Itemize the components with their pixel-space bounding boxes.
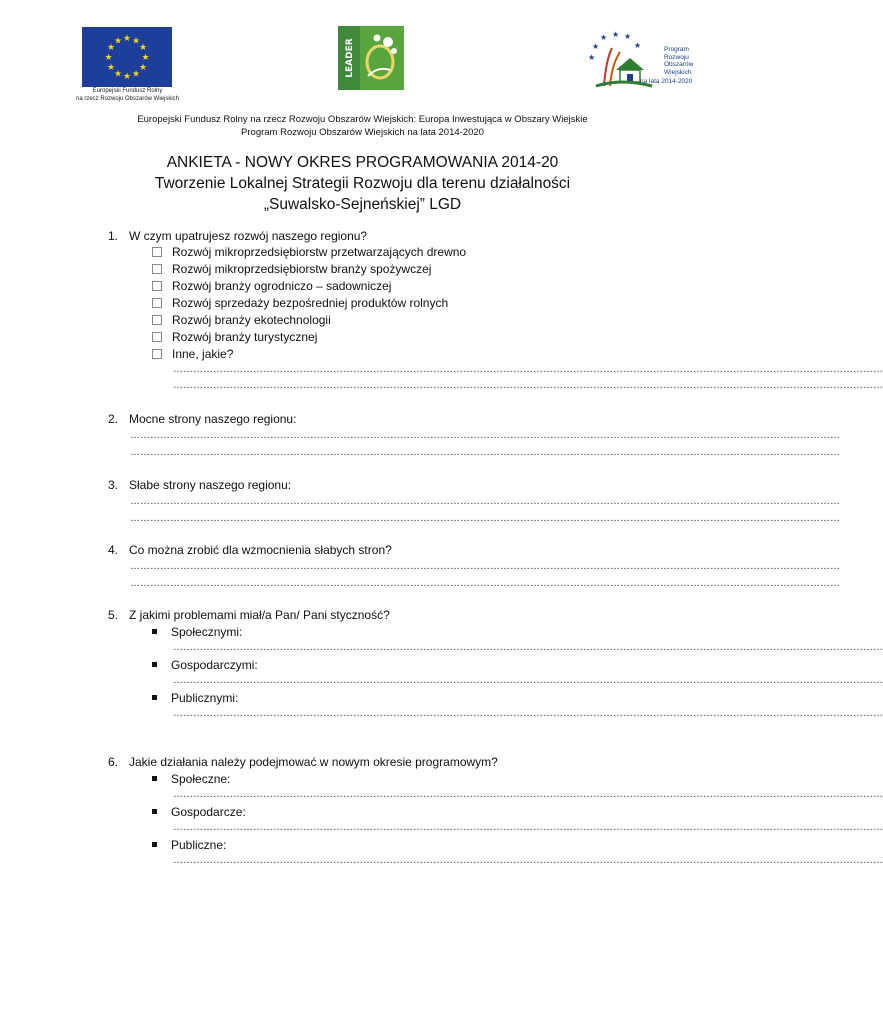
option-checkbox[interactable] bbox=[152, 245, 466, 259]
prow-line-3: Obszarów bbox=[664, 61, 694, 68]
sub-item-label: Publicznymi: bbox=[171, 691, 239, 705]
bullet-icon bbox=[152, 776, 157, 781]
option-label: Rozwój branży ekotechnologii bbox=[172, 313, 331, 327]
answer-line[interactable]: …………………………………………………………………………………………………………………………………………………………………………………………… bbox=[173, 675, 883, 686]
title-line-3: „Suwalsko-Sejneńskiej” LGD bbox=[263, 196, 462, 213]
svg-text:★: ★ bbox=[624, 32, 632, 41]
svg-text:★: ★ bbox=[588, 53, 596, 62]
svg-text:★: ★ bbox=[113, 69, 123, 80]
option-label: Rozwój branży turystycznej bbox=[172, 330, 318, 344]
sub-item bbox=[152, 691, 238, 705]
svg-text:★: ★ bbox=[113, 36, 123, 47]
question-6-number: 6. bbox=[108, 755, 119, 769]
answer-line[interactable]: …………………………………………………………………………………………………………………………………………………………………………………………… bbox=[173, 822, 883, 833]
answer-line[interactable]: …………………………………………………………………………………………………………………………………………………………………………………………… bbox=[130, 513, 840, 524]
bullet-icon bbox=[152, 695, 157, 700]
answer-line[interactable]: …………………………………………………………………………………………………………………………………………………………………………………………… bbox=[173, 642, 883, 653]
question-4-number: 4. bbox=[108, 543, 119, 557]
checkbox-icon[interactable] bbox=[152, 349, 162, 359]
svg-text:★: ★ bbox=[141, 53, 150, 63]
eu-flag-icon bbox=[82, 27, 172, 87]
svg-text:★: ★ bbox=[122, 34, 132, 44]
sub-item-label: Gospodarcze: bbox=[171, 805, 246, 819]
answer-line[interactable]: …………………………………………………………………………………………………………………………………………………………………………………………… bbox=[130, 561, 840, 572]
svg-text:★: ★ bbox=[634, 41, 642, 50]
answer-line[interactable]: …………………………………………………………………………………………………………………………………………………………………………………………… bbox=[173, 380, 883, 391]
bullet-icon bbox=[152, 842, 157, 847]
option-checkbox[interactable] bbox=[152, 330, 317, 344]
sub-item-label: Gospodarczymi: bbox=[171, 658, 258, 672]
question-1-text: W czym upatrujesz rozwój naszego regionu? bbox=[129, 229, 368, 243]
svg-text:★: ★ bbox=[138, 43, 148, 53]
checkbox-icon[interactable] bbox=[152, 281, 162, 291]
sub-item bbox=[152, 805, 246, 819]
option-checkbox[interactable] bbox=[152, 313, 331, 327]
question-2-number: 2. bbox=[108, 412, 119, 426]
option-label: Rozwój branży ogrodniczo – sadowniczej bbox=[172, 279, 392, 293]
prow-line-4: Wiejskich bbox=[664, 68, 692, 76]
checkbox-icon[interactable] bbox=[152, 247, 162, 257]
title-line-1: ANKIETA - NOWY OKRES PROGRAMOWANIA 2014-20 bbox=[166, 154, 559, 171]
question-4-text: Co można zrobić dla wzmocnienia słabych stron? bbox=[129, 543, 392, 557]
svg-text:★: ★ bbox=[122, 72, 132, 82]
checkbox-icon[interactable] bbox=[152, 315, 162, 325]
option-checkbox[interactable] bbox=[152, 347, 233, 361]
sub-item bbox=[152, 658, 258, 672]
bullet-icon bbox=[152, 662, 157, 667]
svg-text:★: ★ bbox=[592, 42, 600, 51]
eu-caption-1: Europejski Fundusz Rolny bbox=[92, 88, 163, 94]
bullet-icon bbox=[152, 629, 157, 634]
question-2-text: Mocne strony naszego regionu: bbox=[129, 412, 297, 426]
bullet-icon bbox=[152, 809, 157, 814]
leader-logo-icon bbox=[338, 26, 404, 90]
checkbox-icon[interactable] bbox=[152, 298, 162, 308]
question-5-text: Z jakimi problemami miał/a Pan/ Pani styczność? bbox=[129, 608, 390, 622]
question-5-number: 5. bbox=[108, 608, 119, 622]
question-3-number: 3. bbox=[108, 478, 119, 492]
option-label: Rozwój mikroprzedsiębiorstw przetwarzających drewno bbox=[172, 245, 467, 259]
question-3-text: Słabe strony naszego regionu: bbox=[129, 478, 292, 492]
sub-item-label: Publiczne: bbox=[171, 838, 227, 852]
answer-line[interactable]: …………………………………………………………………………………………………………………………………………………………………………………………… bbox=[173, 789, 883, 800]
sub-item bbox=[152, 772, 230, 786]
checkbox-icon[interactable] bbox=[152, 332, 162, 342]
option-checkbox[interactable] bbox=[152, 262, 431, 276]
question-6-text: Jakie działania należy podejmować w nowym okresie programowym? bbox=[129, 755, 498, 769]
checkbox-icon[interactable] bbox=[152, 264, 162, 274]
svg-text:★: ★ bbox=[106, 43, 116, 53]
question-1-number: 1. bbox=[108, 229, 119, 243]
answer-line[interactable]: …………………………………………………………………………………………………………………………………………………………………………………………… bbox=[173, 855, 883, 866]
svg-text:★: ★ bbox=[612, 30, 620, 39]
sub-item-label: Społeczne: bbox=[171, 772, 231, 786]
header-line-2: Program Rozwoju Obszarów Wiejskich na lata 2014-2020 bbox=[241, 127, 484, 138]
svg-text:★: ★ bbox=[131, 36, 141, 47]
option-checkbox[interactable] bbox=[152, 296, 448, 310]
title-line-2: Tworzenie Lokalnej Strategii Rozwoju dla terenu działalności bbox=[154, 175, 571, 192]
option-checkbox[interactable] bbox=[152, 279, 391, 293]
svg-text:★: ★ bbox=[104, 53, 113, 63]
answer-line[interactable]: …………………………………………………………………………………………………………………………………………………………………………………………… bbox=[130, 578, 840, 589]
option-label: Inne, jakie? bbox=[172, 347, 234, 361]
prow-line-1: Program bbox=[664, 46, 689, 53]
sub-item-label: Społecznymi: bbox=[171, 625, 243, 639]
svg-text:★: ★ bbox=[600, 33, 608, 42]
header-line-1: Europejski Fundusz Rolny na rzecz Rozwoju Obszarów Wiejskich: Europa Inwestująca w Obszary Wiejskie bbox=[137, 114, 588, 125]
svg-text:★: ★ bbox=[138, 63, 148, 73]
eu-caption-2: na rzecz Rozwoju Obszarów Wiejskich bbox=[75, 95, 180, 102]
prow-line-5: na lata 2014-2020 bbox=[640, 78, 693, 85]
svg-text:★: ★ bbox=[131, 69, 141, 80]
leader-text: LEADER bbox=[345, 38, 355, 78]
option-label: Rozwój mikroprzedsiębiorstw branży spożywczej bbox=[172, 262, 432, 276]
answer-line[interactable]: …………………………………………………………………………………………………………………………………………………………………………………………… bbox=[130, 430, 840, 441]
eu-stars bbox=[82, 27, 172, 87]
option-label: Rozwój sprzedaży bezpośredniej produktów rolnych bbox=[172, 296, 449, 310]
answer-line[interactable]: …………………………………………………………………………………………………………………………………………………………………………………………… bbox=[173, 364, 883, 375]
answer-line[interactable]: …………………………………………………………………………………………………………………………………………………………………………………………… bbox=[130, 447, 840, 458]
sub-item bbox=[152, 838, 226, 852]
svg-text:★: ★ bbox=[106, 63, 116, 73]
answer-line[interactable]: …………………………………………………………………………………………………………………………………………………………………………………………… bbox=[130, 496, 840, 507]
answer-line[interactable]: …………………………………………………………………………………………………………………………………………………………………………………………… bbox=[173, 708, 883, 719]
sub-item bbox=[152, 625, 242, 639]
prow-line-2: Rozwoju bbox=[664, 53, 689, 61]
